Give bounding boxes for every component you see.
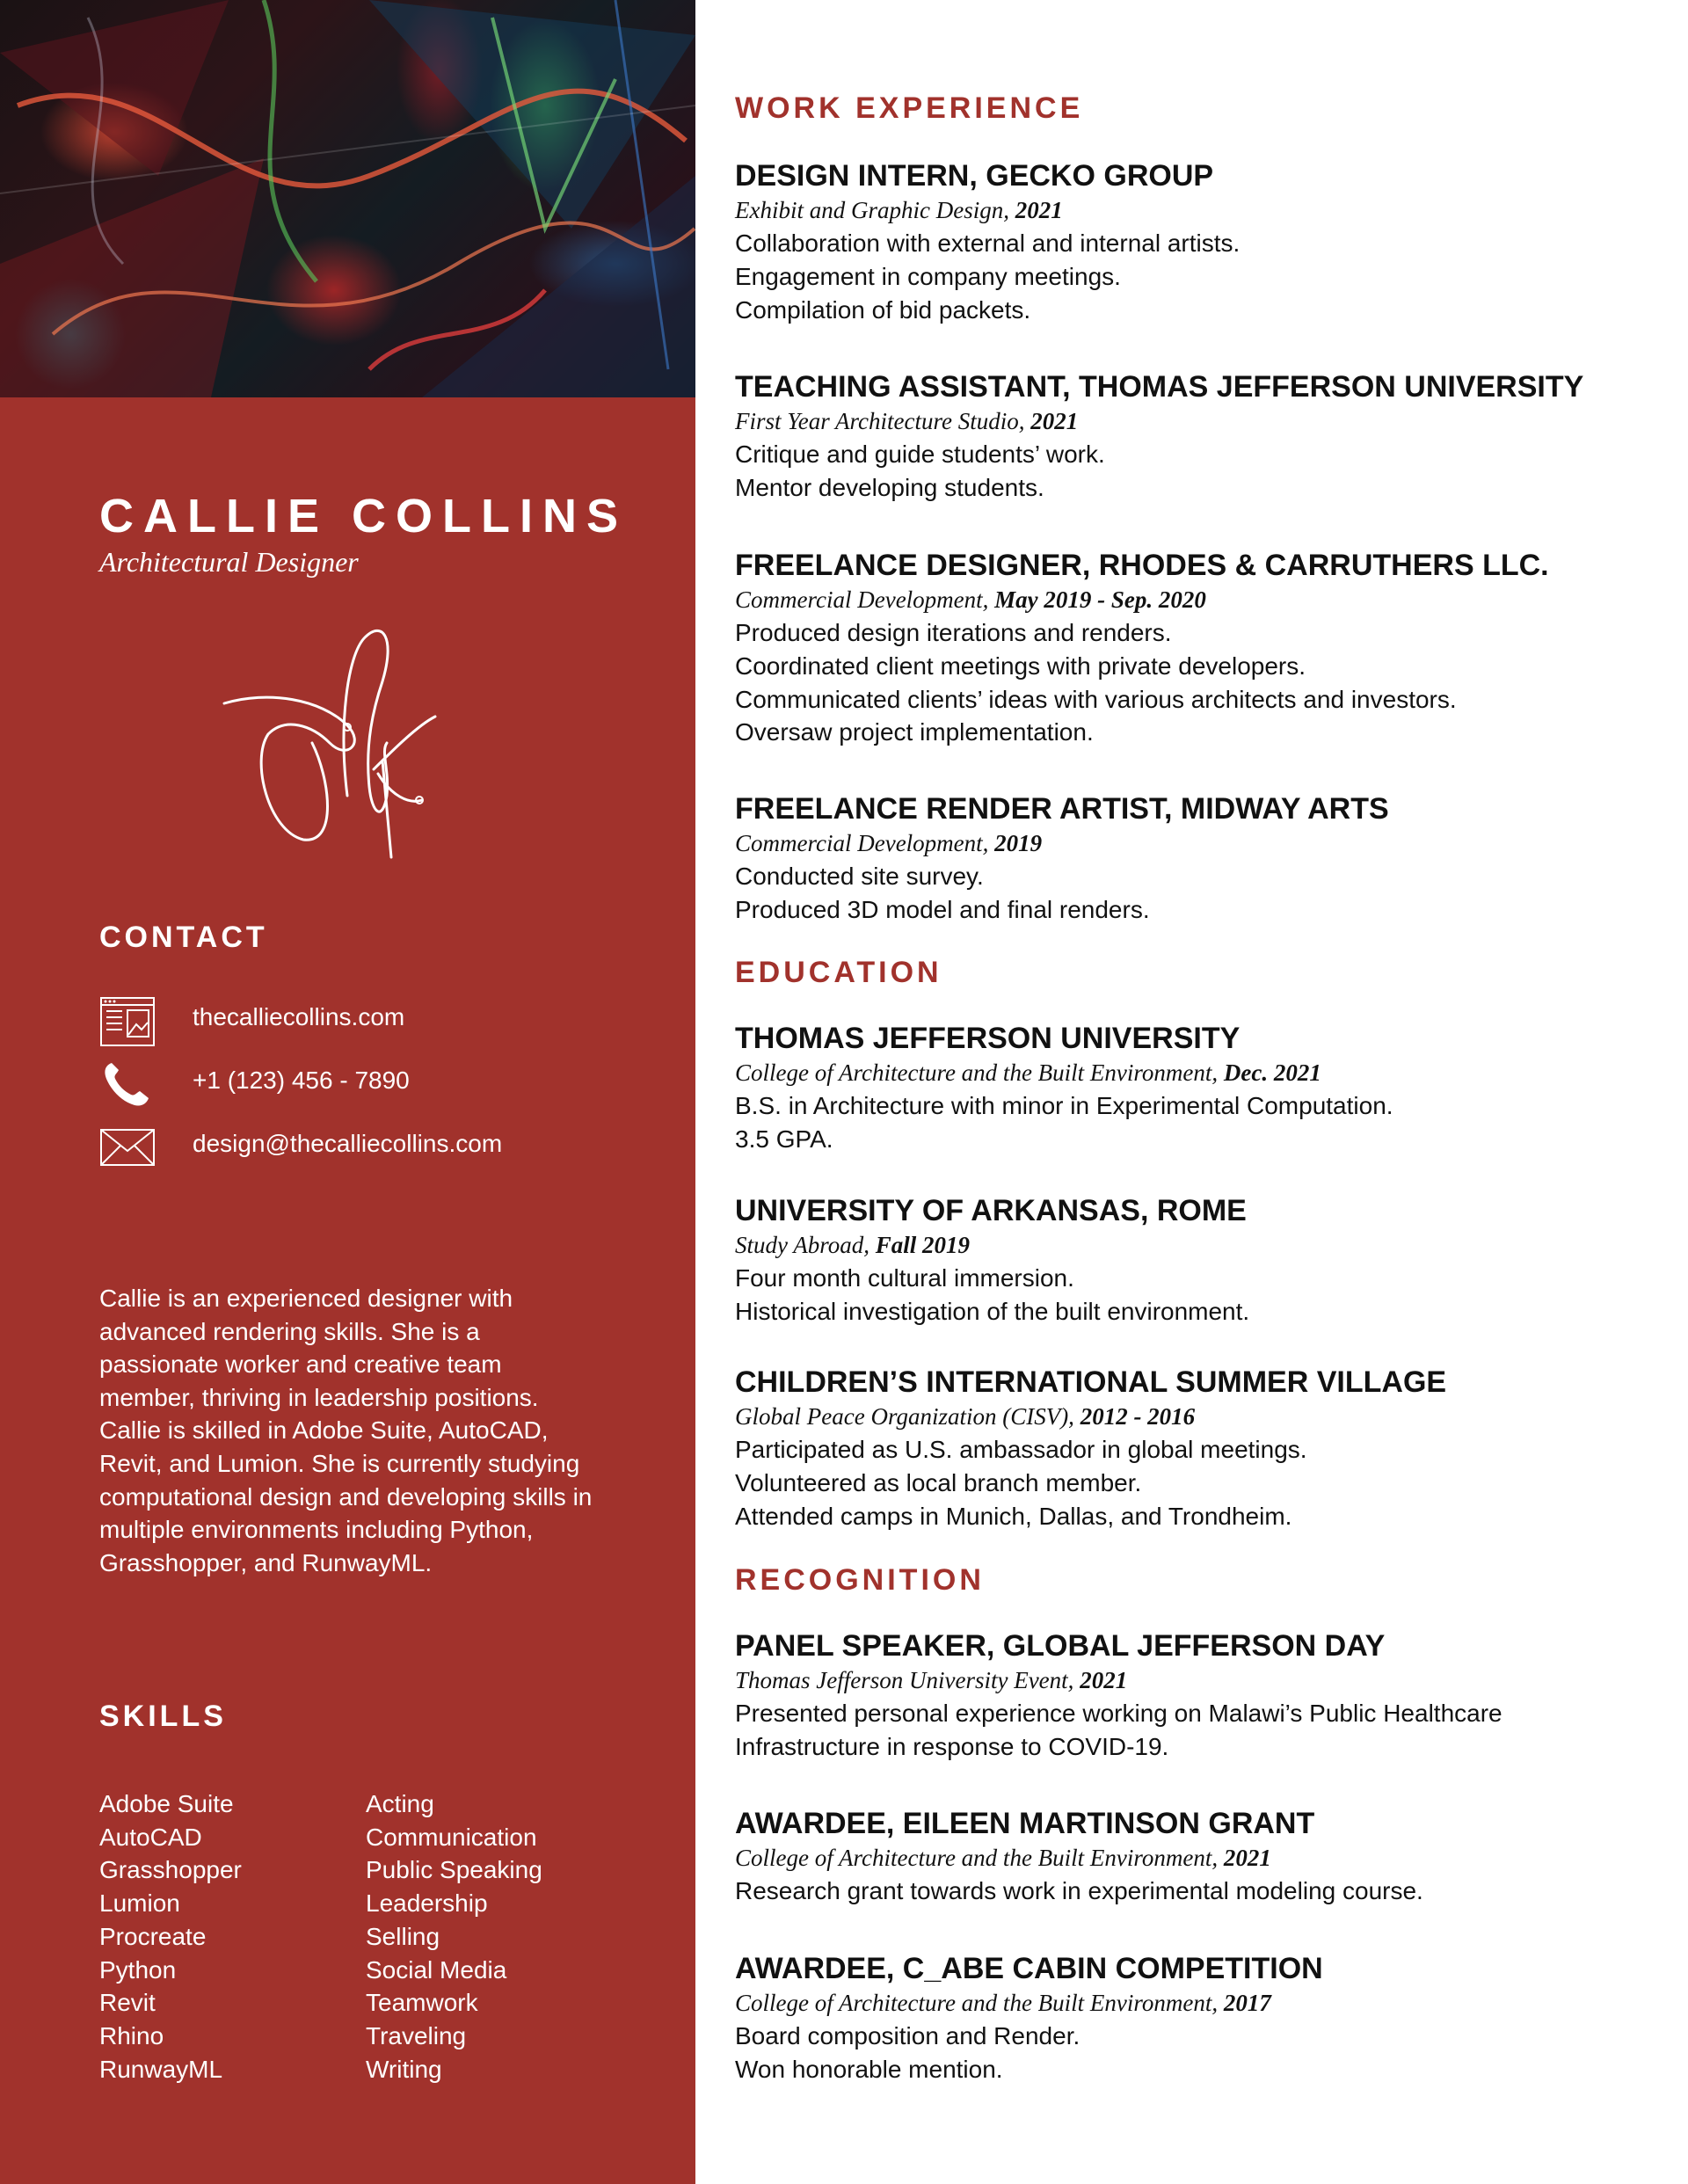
entry-title: AWARDEE, C_ABE CABIN COMPETITION xyxy=(735,1952,1323,1985)
work-entry xyxy=(735,791,1667,927)
entry-title: FREELANCE RENDER ARTIST, MIDWAY ARTS xyxy=(735,792,1389,826)
entry-line: Board composition and Render. xyxy=(735,2022,1080,2049)
skill-item: AutoCAD xyxy=(99,1823,202,1851)
entry-date: 2019 xyxy=(994,830,1043,856)
work-experience-heading: WORK EXPERIENCE xyxy=(735,91,1084,125)
entry-line: Communicated clients’ ideas with various architects and investors. xyxy=(735,685,1457,713)
contact-website[interactable] xyxy=(99,996,644,1045)
skill-item: Communication xyxy=(366,1823,537,1851)
abstract-artwork-image xyxy=(0,0,695,397)
abstract-artwork-strokes xyxy=(0,0,695,397)
entry-title: TEACHING ASSISTANT, THOMAS JEFFERSON UNIVERSITY xyxy=(735,370,1584,404)
skill-item: Selling xyxy=(366,1922,440,1950)
contact-phone[interactable] xyxy=(99,1059,644,1109)
entry-subtitle: Commercial Development, May 2019 - Sep. 2020 xyxy=(735,586,1206,613)
phone-icon xyxy=(99,1059,156,1110)
entry-line: Produced design iterations and renders. xyxy=(735,619,1172,646)
entry-subtitle: College of Architecture and the Built Environment, Dec. 2021 xyxy=(735,1059,1321,1086)
entry-line: Conducted site survey. xyxy=(735,863,984,890)
entry-title: FREELANCE DESIGNER, RHODES & CARRUTHERS LLC. xyxy=(735,549,1549,582)
entry-date: May 2019 - Sep. 2020 xyxy=(994,586,1206,613)
entry-date: 2017 xyxy=(1223,1990,1271,2016)
skill-item: Public Speaking xyxy=(366,1856,542,1884)
entry-date: 2012 - 2016 xyxy=(1080,1403,1196,1430)
phone-number[interactable]: +1 (123) 456 - 7890 xyxy=(193,1067,410,1094)
entry-line: Collaboration with external and internal artists. xyxy=(735,229,1241,257)
signature-image xyxy=(215,620,444,866)
person-name: CALLIE COLLINS xyxy=(99,490,628,542)
skill-item: Acting xyxy=(366,1790,434,1817)
contact-heading: CONTACT xyxy=(99,921,268,954)
entry-subtitle: Commercial Development, 2019 xyxy=(735,830,1043,856)
entry-subtitle: Exhibit and Graphic Design, 2021 xyxy=(735,197,1063,223)
entry-subtitle: Thomas Jefferson University Event, 2021 xyxy=(735,1667,1128,1693)
job-title: Architectural Designer xyxy=(99,546,359,578)
entry-line: Compilation of bid packets. xyxy=(735,295,1031,324)
entry-date: Fall 2019 xyxy=(875,1232,971,1258)
entry-title: PANEL SPEAKER, GLOBAL JEFFERSON DAY xyxy=(735,1629,1386,1663)
entry-date: Dec. 2021 xyxy=(1223,1059,1321,1086)
entry-title: DESIGN INTERN, GECKO GROUP xyxy=(735,159,1214,193)
work-entry xyxy=(735,158,1667,326)
entry-line: Presented personal experience working on Malawi’s Public Healthcare xyxy=(735,1700,1502,1727)
skill-item: Grasshopper xyxy=(99,1856,242,1884)
entry-date: 2021 xyxy=(1080,1667,1128,1693)
work-entry xyxy=(735,369,1667,505)
entry-line: Oversaw project implementation. xyxy=(735,718,1094,746)
entry-subtitle: First Year Architecture Studio, 2021 xyxy=(735,408,1079,434)
skill-item: Revit xyxy=(99,1989,156,2017)
skill-item: Social Media xyxy=(366,1955,507,1984)
entry-line: B.S. in Architecture with minor in Experimental Computation. xyxy=(735,1092,1393,1119)
entry-subtitle: Study Abroad, Fall 2019 xyxy=(735,1232,971,1258)
education-heading: EDUCATION xyxy=(735,956,942,989)
skill-item: Traveling xyxy=(366,2021,467,2049)
education-entry xyxy=(735,1365,1667,1532)
entry-line: Won honorable mention. xyxy=(735,2055,1003,2083)
entry-line: Historical investigation of the built environment. xyxy=(735,1297,1250,1325)
entry-line: Infrastructure in response to COVID-19. xyxy=(735,1732,1169,1760)
entry-title: UNIVERSITY OF ARKANSAS, ROME xyxy=(735,1194,1247,1227)
entry-title: THOMAS JEFFERSON UNIVERSITY xyxy=(735,1022,1241,1055)
email-link[interactable]: design@thecalliecollins.com xyxy=(193,1130,503,1157)
entry-line: Four month cultural immersion. xyxy=(735,1264,1074,1292)
skill-item: Adobe Suite xyxy=(99,1790,234,1817)
recognition-heading: RECOGNITION xyxy=(735,1563,985,1597)
entry-subtitle: Global Peace Organization (CISV), 2012 - 2016 xyxy=(735,1403,1196,1430)
entry-line: Volunteered as local branch member. xyxy=(735,1468,1142,1496)
skill-item: RunwayML xyxy=(99,2055,223,2083)
skill-item: Procreate xyxy=(99,1922,207,1950)
entry-line: Mentor developing students. xyxy=(735,473,1044,501)
entry-title: AWARDEE, EILEEN MARTINSON GRANT xyxy=(735,1807,1315,1840)
skill-item: Lumion xyxy=(99,1889,180,1918)
entry-line: Critique and guide students’ work. xyxy=(735,440,1105,468)
entry-line: 3.5 GPA. xyxy=(735,1125,833,1153)
entry-line: Produced 3D model and final renders. xyxy=(735,895,1150,923)
entry-subtitle: College of Architecture and the Built Environment, 2017 xyxy=(735,1990,1271,2016)
skill-item: Teamwork xyxy=(366,1989,478,2017)
website-link[interactable]: thecalliecollins.com xyxy=(193,1003,405,1030)
skill-item: Leadership xyxy=(366,1889,488,1918)
entry-title: CHILDREN’S INTERNATIONAL SUMMER VILLAGE xyxy=(735,1365,1447,1399)
skill-item: Rhino xyxy=(99,2021,164,2049)
skills-heading: SKILLS xyxy=(99,1700,227,1733)
about-paragraph: Callie is an experienced designer with advanced rendering skills. She is a passionate worker and creative team member, thriving in leadership positions. Callie is skilled in Adobe Suite, AutoCAD, Revit, and Lumion. She is currently studying computational design and developing skills in multiple environments including Python, Grasshopper, and RunwayML. xyxy=(99,1285,593,1576)
entry-line: Research grant towards work in experimental modeling course. xyxy=(735,1877,1423,1904)
skill-item: Writing xyxy=(366,2055,442,2083)
entry-line: Participated as U.S. ambassador in global meetings. xyxy=(735,1436,1307,1463)
recognition-entry xyxy=(735,1951,1667,2086)
entry-line: Attended camps in Munich, Dallas, and Trondheim. xyxy=(735,1502,1292,1530)
entry-date: 2021 xyxy=(1015,197,1063,223)
recognition-entry xyxy=(735,1806,1667,1908)
skills-list-soft xyxy=(366,1787,542,2086)
entry-date: 2021 xyxy=(1030,408,1079,434)
work-entry xyxy=(735,548,1667,749)
contact-email[interactable] xyxy=(99,1123,644,1172)
entry-line: Coordinated client meetings with private developers. xyxy=(735,652,1306,680)
skills-list-technical xyxy=(99,1787,242,2086)
skill-item: Python xyxy=(99,1955,177,1984)
browser-window-icon xyxy=(99,996,156,1047)
sidebar xyxy=(0,0,695,2184)
envelope-icon xyxy=(99,1123,156,1174)
recognition-entry xyxy=(735,1628,1667,1764)
entry-subtitle: College of Architecture and the Built Environment, 2021 xyxy=(735,1845,1271,1871)
entry-line: Engagement in company meetings. xyxy=(735,262,1121,290)
entry-date: 2021 xyxy=(1223,1845,1271,1871)
education-entry xyxy=(735,1193,1667,1329)
education-entry xyxy=(735,1021,1667,1156)
